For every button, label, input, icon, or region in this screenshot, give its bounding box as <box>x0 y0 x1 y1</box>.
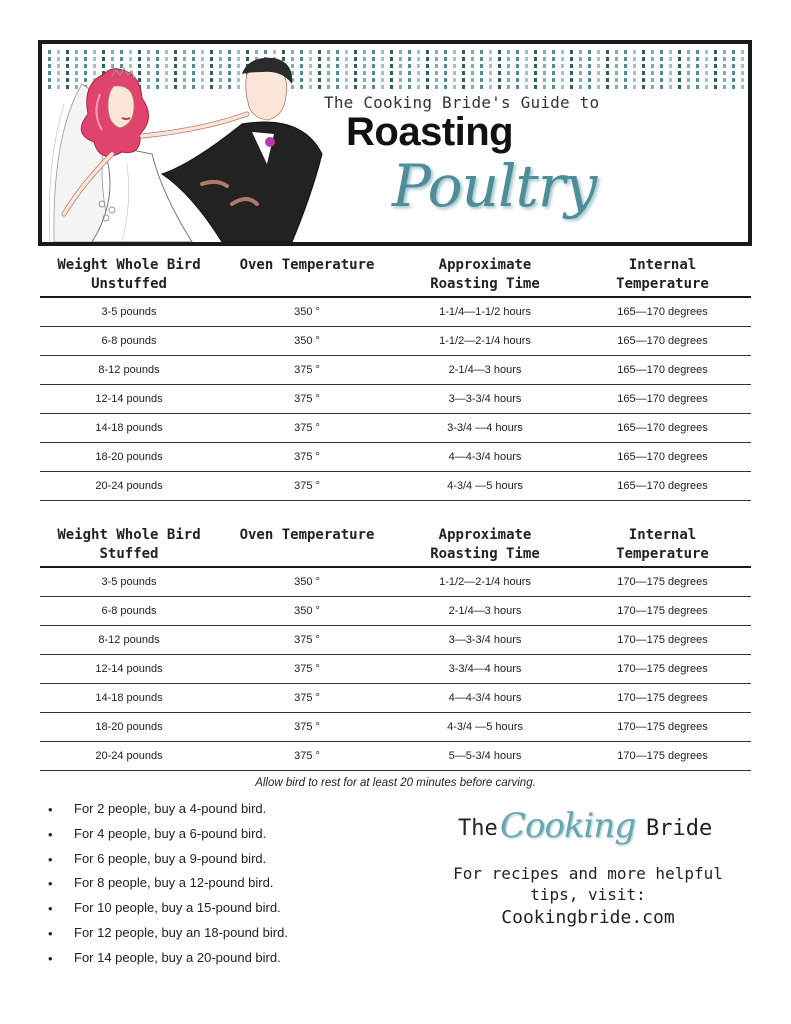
table-cell: 12-14 pounds <box>40 385 218 414</box>
table-cell: 375 ° <box>218 385 396 414</box>
column-header-line: Internal <box>628 257 697 273</box>
column-header-line: Oven Temperature <box>239 257 375 273</box>
tip-text: For 10 people, buy a 15-pound bird. <box>74 900 281 916</box>
table-cell: 12-14 pounds <box>40 655 218 684</box>
bullet-icon: • <box>48 876 53 892</box>
table-row <box>40 684 751 713</box>
list-item <box>48 850 288 875</box>
bullet-icon: • <box>48 925 53 941</box>
table-cell: 165—170 degrees <box>574 327 751 356</box>
column-header <box>574 256 751 297</box>
column-header <box>396 526 574 567</box>
table-cell: 375 ° <box>218 443 396 472</box>
table-cell: 165—170 degrees <box>574 443 751 472</box>
table-row <box>40 742 751 771</box>
column-header-line: Temperature <box>616 276 709 292</box>
table-cell: 14-18 pounds <box>40 684 218 713</box>
table-cell: 4-3/4 —5 hours <box>396 472 574 501</box>
table-cell: 165—170 degrees <box>574 356 751 385</box>
table-row <box>40 472 751 501</box>
table-row <box>40 567 751 597</box>
column-header-line: Roasting Time <box>430 546 540 562</box>
table-cell: 375 ° <box>218 414 396 443</box>
table-row <box>40 655 751 684</box>
banner-subtitle: The Cooking Bride's Guide to <box>324 93 600 112</box>
stuffed-roasting-table <box>40 526 751 771</box>
logo-bride: Bride <box>646 816 713 841</box>
visit-text: For recipes and more helpful tips, visit: <box>453 864 723 904</box>
table-cell: 4—4-3/4 hours <box>396 443 574 472</box>
table-cell: 4-3/4 —5 hours <box>396 713 574 742</box>
column-header-line: Roasting Time <box>430 276 540 292</box>
bird-size-tips-list <box>48 800 288 974</box>
cooking-bride-logo <box>456 806 726 854</box>
table-cell: 170—175 degrees <box>574 597 751 626</box>
table-cell: 350 ° <box>218 567 396 597</box>
unstuffed-roasting-table <box>40 256 751 501</box>
column-header <box>218 526 396 567</box>
table-row <box>40 297 751 327</box>
table-cell: 165—170 degrees <box>574 385 751 414</box>
table-row <box>40 443 751 472</box>
table-cell: 3-5 pounds <box>40 297 218 327</box>
table-cell: 375 ° <box>218 655 396 684</box>
column-header <box>574 526 751 567</box>
table-cell: 8-12 pounds <box>40 626 218 655</box>
banner-script-title: Poultry <box>392 152 597 220</box>
list-item <box>48 899 288 924</box>
table-row <box>40 713 751 742</box>
table-cell: 6-8 pounds <box>40 327 218 356</box>
bullet-icon: • <box>48 802 53 817</box>
column-header-line: Weight Whole Bird <box>57 257 201 273</box>
table-cell: 170—175 degrees <box>574 684 751 713</box>
column-header-line: Stuffed <box>99 546 159 562</box>
tip-text: For 2 people, buy a 4-pound bird. <box>74 801 267 816</box>
tip-text: For 8 people, buy a 12-pound bird. <box>74 875 274 891</box>
list-item <box>48 800 288 825</box>
column-header-line: Approximate <box>438 257 532 273</box>
banner-title: Roasting <box>346 110 514 154</box>
table-cell: 350 ° <box>218 297 396 327</box>
column-header-line: Weight Whole Bird <box>57 527 201 543</box>
column-header-line: Approximate <box>438 527 532 543</box>
bullet-icon: • <box>48 826 53 842</box>
tip-text: For 12 people, buy an 18-pound bird. <box>74 924 288 940</box>
table-cell: 3-3/4—4 hours <box>396 655 574 684</box>
table-cell: 170—175 degrees <box>574 655 751 684</box>
table-cell: 4—4-3/4 hours <box>396 684 574 713</box>
table-cell: 375 ° <box>218 742 396 771</box>
table-cell: 375 ° <box>218 356 396 385</box>
table-cell: 165—170 degrees <box>574 297 751 327</box>
column-header-line: Unstuffed <box>91 276 167 292</box>
table-cell: 170—175 degrees <box>574 742 751 771</box>
table-cell: 375 ° <box>218 472 396 501</box>
table-cell: 8-12 pounds <box>40 356 218 385</box>
header-banner <box>38 40 752 246</box>
list-item <box>48 924 288 949</box>
table-row <box>40 327 751 356</box>
table-header-row <box>40 256 751 297</box>
table-cell: 165—170 degrees <box>574 472 751 501</box>
table-cell: 1-1/2—2-1/4 hours <box>396 567 574 597</box>
table-cell: 18-20 pounds <box>40 443 218 472</box>
table-cell: 3-5 pounds <box>40 567 218 597</box>
column-header-line: Oven Temperature <box>239 527 375 543</box>
column-header <box>396 256 574 297</box>
column-header <box>40 526 218 567</box>
table-cell: 350 ° <box>218 327 396 356</box>
table-cell: 20-24 pounds <box>40 472 218 501</box>
website-link[interactable]: Cookingbride.com <box>501 907 675 928</box>
column-header-line: Internal <box>628 527 697 543</box>
list-item <box>48 949 288 974</box>
resting-note: Allow bird to rest for at least 20 minutes before carving. <box>255 777 536 789</box>
tip-text: For 6 people, buy a 9-pound bird. <box>74 850 267 866</box>
table-cell: 3—3-3/4 hours <box>396 385 574 414</box>
table-cell: 170—175 degrees <box>574 626 751 655</box>
column-header-line: Temperature <box>616 546 709 562</box>
bullet-icon: • <box>48 950 53 966</box>
bride-groom-illustration <box>42 44 362 242</box>
table-row <box>40 356 751 385</box>
table-cell: 165—170 degrees <box>574 414 751 443</box>
table-cell: 1-1/2—2-1/4 hours <box>396 327 574 356</box>
list-item <box>48 874 288 899</box>
table-cell: 2-1/4—3 hours <box>396 356 574 385</box>
table-cell: 5—5-3/4 hours <box>396 742 574 771</box>
column-header <box>40 256 218 297</box>
table-cell: 3-3/4 —4 hours <box>396 414 574 443</box>
table-cell: 170—175 degrees <box>574 713 751 742</box>
table-cell: 2-1/4—3 hours <box>396 597 574 626</box>
table-cell: 1-1/4—1-1/2 hours <box>396 297 574 327</box>
table-row <box>40 597 751 626</box>
table-cell: 375 ° <box>218 626 396 655</box>
table-cell: 14-18 pounds <box>40 414 218 443</box>
table-cell: 3—3-3/4 hours <box>396 626 574 655</box>
table-cell: 375 ° <box>218 713 396 742</box>
bullet-icon: • <box>48 901 53 917</box>
table-row <box>40 385 751 414</box>
table-cell: 6-8 pounds <box>40 597 218 626</box>
table-header-row <box>40 526 751 567</box>
table-row <box>40 626 751 655</box>
table-cell: 375 ° <box>218 684 396 713</box>
table-cell: 170—175 degrees <box>574 567 751 597</box>
table-cell: 20-24 pounds <box>40 742 218 771</box>
column-header <box>218 256 396 297</box>
table-cell: 350 ° <box>218 597 396 626</box>
list-item <box>48 825 288 850</box>
table-cell: 18-20 pounds <box>40 713 218 742</box>
tip-text: For 4 people, buy a 6-pound bird. <box>74 825 267 841</box>
tip-text: For 14 people, buy a 20-pound bird. <box>74 949 281 965</box>
logo-the: The <box>458 816 498 841</box>
bullet-icon: • <box>48 851 53 867</box>
logo-cooking: Cooking <box>500 806 636 846</box>
table-row <box>40 414 751 443</box>
